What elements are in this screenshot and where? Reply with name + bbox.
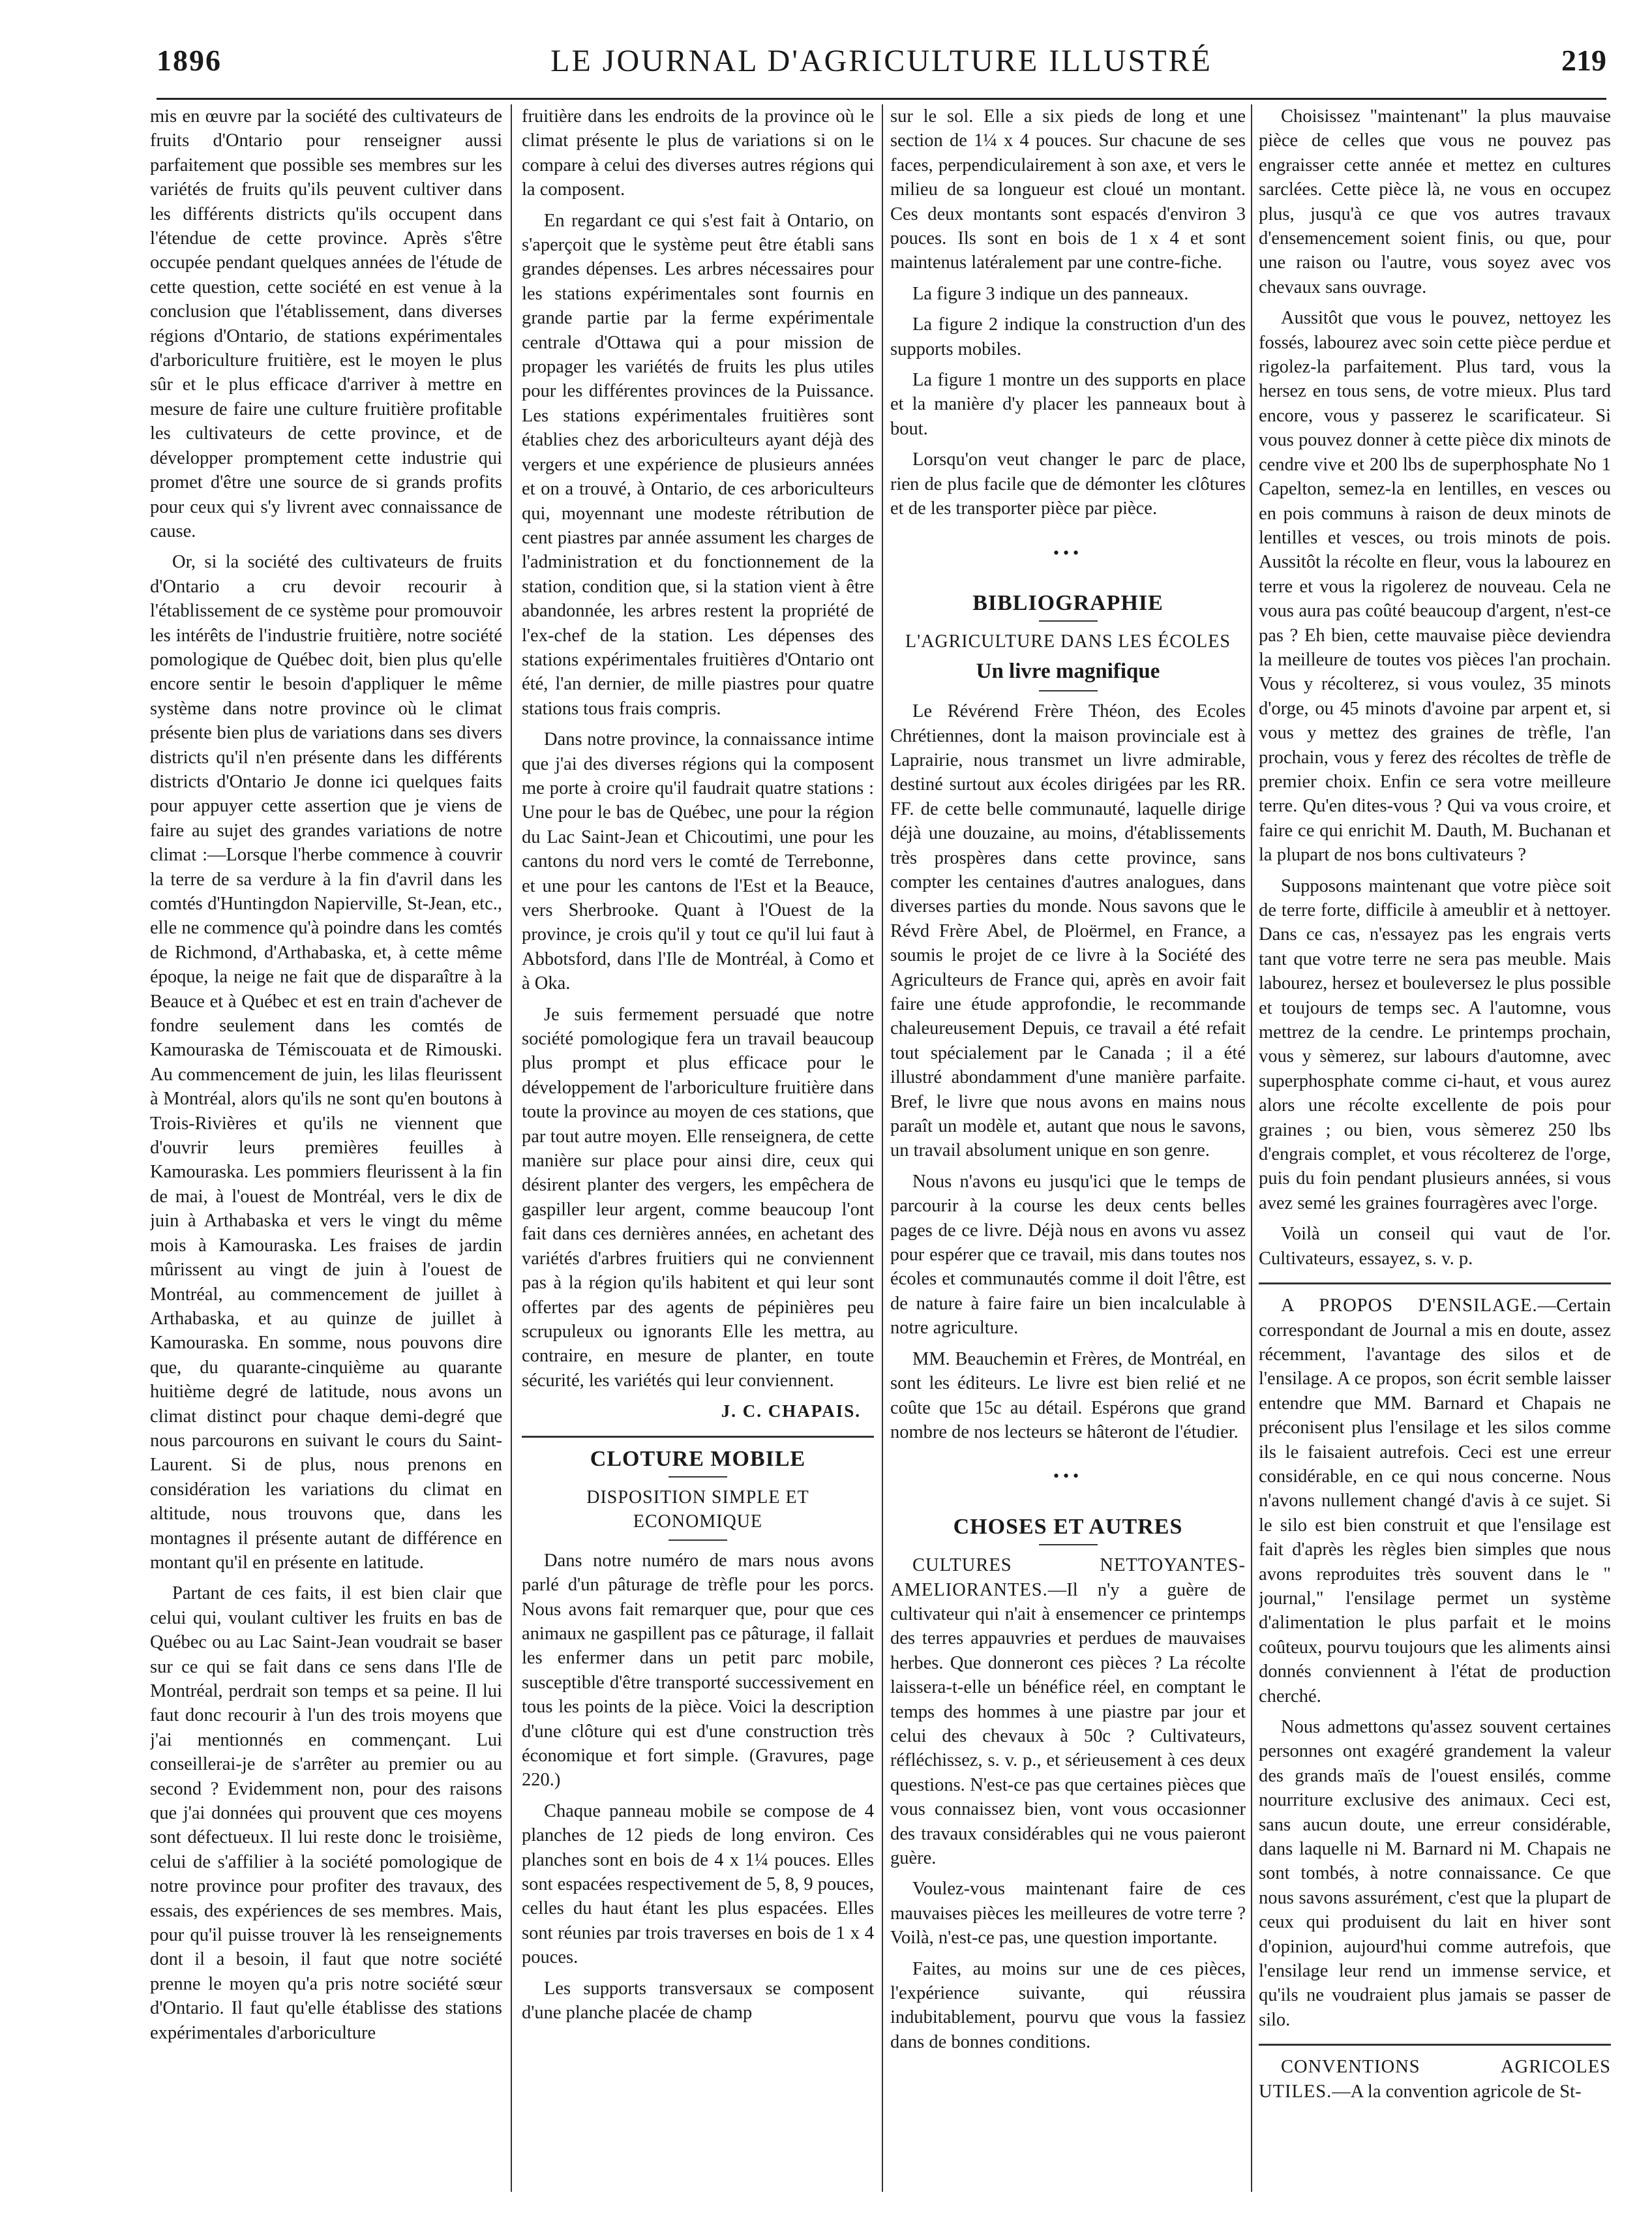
paragraph-text: —Certain correspondant de Journal a mis en doute, assez récemment, l'avantage des silos et de l'ensilage. A ce propos, son écrit semble laisser entendre que MM. Barnard et Chapais ne préconisent plus l'ensilage et les silos comme ils le faisaient autrefois. Ceci est une erreur considérable, en ce qui nous concerne. Nous n'avons nullement changé d'avis à ce sujet. Si le silo est bien construit et que l'ensilage est fait d'après les règles bien simples que nous avons reproduites très souvent dans le " journal," l'ensilage permet un système d'alimentation le plus parfait et le moins coûteux, pourvu toujours que les aliments ainsi donnés conviennent à l'état de production cherché.: [1259, 1296, 1611, 1706]
run-in-heading: CONVENTIONS AGRICOLES UTILES.: [1259, 2057, 1611, 2102]
paragraph: Dans notre province, la connaissance intime que j'ai des diverses régions qui la composent me porte à croire qu'il faudrait quatre stations : Une pour le bas de Québec, une pour la région du Lac Saint-Jean et Chicoutimi, une pour les cantons du nord vers le comté de Terrebonne, et une pour les cantons de l'Est et la Beauce, vers Sherbrooke. Quant à l'Ouest de la province, je crois qu'il y tout ce qu'il lui faut à Abbotsford, dans l'Ile de Montréal, à Como et à Oka.: [522, 729, 874, 994]
column-2: [522, 104, 874, 2185]
section-tagline: Un livre magnifique: [976, 659, 1160, 683]
paragraph: Choisissez "maintenant" la plus mauvaise pièce de celles que vous ne pouvez pas engraisser cette année et mettez en cultures sarclées. Cette pièce là, ne vous en occupez plus, jusqu'à ce que vos autres travaux d'ensemencement soient finis, ou que, pour une raison ou l'autre, vous soyez avec vos chevaux sans ouvrage.: [1259, 106, 1611, 297]
header-page-number: 219: [1561, 44, 1606, 77]
short-rule: [668, 1476, 727, 1478]
column-rule: [511, 104, 512, 2192]
paragraph: La figure 1 montre un des supports en place et la manière d'y placer les panneaux bout à bout.: [890, 370, 1246, 439]
paragraph: Lorsqu'on veut changer le parc de place, rien de plus facile que de démonter les clôtures et de les transporter pièce par pièce.: [890, 449, 1246, 519]
paragraph: [1259, 1294, 1611, 1708]
paragraph: Partant de ces faits, il est bien clair que celui qui, voulant cultiver les fruits en bas de Québec ou au Lac Saint-Jean voudrait se baser sur ce qui se fait dans ce sens dans l'Ile de Montréal, perdrait son temps et sa peine. Il lui faut donc recourir à l'un des trois moyens que j'ai mentionnés en commençant. Lui conseillerai-je de s'arrêter au premier ou au second ? Evidemment non, pour des raisons que j'ai données qui prouvent que ces moyens sont défectueux. Il lui reste donc le troisième, celui de s'affilier à la société pomologique de notre province pour profiter des travaux, des essais, des expériences de ses membres. Mais, pour qu'il puisse trouver là les renseignements dont il a besoin, il faut que notre société prenne le moyen qu'a pris notre société sœur d'Ontario. Il faut qu'elle établisse des stations expérimentales d'arboriculture: [150, 1583, 502, 2043]
section-title-cloture: CLOTURE MOBILE: [590, 1446, 806, 1471]
header-year: 1896: [157, 44, 222, 77]
short-rule: [668, 1539, 727, 1541]
paragraph: Or, si la société des cultivateurs de fruits d'Ontario a cru devoir recourir à l'établissement de ce système pour promouvoir les intérêts de l'industrie fruitière, notre société pomologique de Québec doit, bien plus qu'elle encore sentir le besoin d'appliquer le même système dans notre province où le climat présente bien plus de variations dans ses divers districts qu'il n'en présente dans les différents districts d'Ontario Je donne ici quelques faits pour appuyer cette assertion que je viens de faire au sujet des grandes variations de notre climat :—Lorsque l'herbe commence à couvrir la terre de sa verdure à la fin d'avril dans les comtés d'Huntingdon Napierville, St-Jean, etc., elle ne commence qu'à poindre dans les comtés de Richmond, d'Arthabaska, et, à cette même époque, la neige ne fait que de disparaître à la Beauce et à Québec et est en train d'achever de fondre seulement dans les comtés de Kamouraska de Témiscouata et de Rimouski. Au commencement de juin, les lilas fleurissent à Montréal, alors qu'ils ne sont qu'en boutons à Trois-Rivières et qu'ils ne viennent que d'ouvrir leurs premières feuilles à Kamouraska. Les pommiers fleurissent à la fin de mai, à l'ouest de Montréal, vers le dix de juin à Arthabaska et vers le vingt du même mois à Kamouraska. Les fraises de jardin mûrissent au vingt de juin à l'ouest de Montréal, au commencement de juillet à Arthabaska, et au quinze de juillet à Kamouraska. En somme, nous pouvons dire que, du quarante-cinquième au quarante huitième degré de latitude, nous avons un climat distinct pour chaque demi-degré que nous parcourons en suivant le cours du Saint-Laurent. Si de plus, nous prenons en considération les variations du climat en altitude, nous trouvons que, dans les montagnes il présente autant de différence en montant qu'il en présente en latitude.: [150, 552, 502, 1573]
paragraph: MM. Beauchemin et Frères, de Montréal, en sont les éditeurs. Le livre est bien relié et ne coûte que 15c au détail. Espérons que grand nombre de nos lecteurs se hâteront de l'étudier.: [890, 1348, 1246, 1442]
column-1: [150, 104, 502, 2185]
short-rule: [1039, 1544, 1098, 1545]
short-rule: [1039, 620, 1098, 622]
paragraph: [1259, 2055, 1611, 2104]
page-header: [157, 39, 1606, 100]
paragraph: fruitière dans les endroits de la province où le climat présente le plus de variations si on le compare à celui des diverses autres régions qui la composent.: [522, 106, 874, 200]
paragraph: La figure 3 indique un des panneaux.: [912, 283, 1189, 304]
header-title: LE JOURNAL D'AGRICULTURE ILLUSTRÉ: [550, 44, 1212, 78]
section-divider: [1259, 1282, 1611, 1284]
paragraph: La figure 2 indique la construction d'un des supports mobiles.: [890, 314, 1246, 359]
ornament-dots: •••: [1053, 1466, 1083, 1486]
ornament-dots: •••: [1053, 543, 1083, 562]
short-rule: [1039, 690, 1098, 691]
paragraph: Faites, au moins sur une de ces pièces, l'expérience suivante, qui réussira indubitablement, pourvu que vous la fassiez dans de bonnes conditions.: [890, 1958, 1246, 2052]
column-3: [890, 104, 1246, 2185]
column-4: [1259, 104, 1611, 2185]
paragraph: mis en œuvre par la société des cultivateurs de fruits d'Ontario pour renseigner aussi parfaitement que possible ses membres sur les variétés de fruits qu'ils peuvent cultiver dans les différents districts qu'ils occupent dans l'étendue de cette province. Après s'être occupée pendant quelques années de l'étude de cette question, cette société en est venue à la conclusion que l'établissement, dans diverses régions d'Ontario, de stations expérimentales d'arboriculture fruitière, est le moyen le plus sûr et le plus efficace d'arriver à mettre en mesure de faire une culture fruitière profitable les cultivateurs de cette province, et de développer promptement cette industrie qui promet d'être une source de si grands profits pour ceux qui s'y livrent avec connaissance de cause.: [150, 106, 502, 541]
section-divider: [522, 1436, 874, 1438]
paragraph: Supposons maintenant que votre pièce soit de terre forte, difficile à ameublir et à nettoyer. Dans ce cas, n'essayez pas les engrais verts tant que votre terre ne sera pas meuble. Mais labourez, hersez et bouleversez le plus possible et toujours de temps sec. A l'automne, vous mettrez de la cendre. Le printemps prochain, vous y sèmerez, sur labours d'automne, avec superphosphate comme ci-haut, et vous aurez alors une récolte excellente de pois pour graines ; ou bien, vous sèmerez 250 lbs d'engrais complet, et vous récolterez de l'orge, puis du foin pendant plusieurs années, si vous avez semé les graines fourragères avec l'orge.: [1259, 875, 1611, 1213]
paragraph: Voulez-vous maintenant faire de ces mauvaises pièces les meilleures de votre terre ? Voilà, n'est-ce pas, une question importante.: [890, 1879, 1246, 1948]
section-divider: [1259, 2044, 1611, 2046]
section-title-choses: CHOSES ET AUTRES: [953, 1514, 1183, 1539]
paragraph: Aussitôt que vous le pouvez, nettoyez les fossés, labourez avec soin cette pièce perdue et rigolez-la parfaitement. Plus tard, vous la hersez en tous sens, de votre mieux. Plus tard encore, vous y passerez le scarificateur. Si vous pouvez donner à cette pièce dix minots de cendre vive et 200 lbs de superphosphate No 1 Capelton, semez-la en lentilles, en vesces ou en pois communs à raison de deux minots de lentilles et vesces, ou trois minots de pois. Aussitôt la récolte en fleur, vous la labourez en terre et vous la rigolerez de nouveau. Cela ne vous aura pas coûté beaucoup d'argent, n'est-ce pas ? Eh bien, cette mauvaise pièce deviendra la meilleure de toutes vos pièces l'an prochain. Vous y récolterez, si vous voulez, 35 minots d'orge, ou 45 minots d'avoine par arpent et, si vous y mettez des graines de trèfle, l'an prochain, vous y ferez des récoltes de trèfle de premier choix. Enfin ce sera votre meilleure terre. Qu'en dites-vous ? Qui va vous croire, et faire ce qui enrichit M. Dauth, M. Buchanan et la plupart de nos bons cultivateurs ?: [1259, 308, 1611, 866]
paragraph: Je suis fermement persuadé que notre société pomologique fera un travail beaucoup plus prompt et plus efficace pour le développement de l'arboriculture fruitière dans toute la province au moyen de ces stations, que par tout autre moyen. Elle renseignera, de cette manière sur place pour ainsi dire, ceux qui désirent planter des vergers, les empêchera de gaspiller leur argent, comme beaucoup l'ont fait dans ces dernières années, en achetant des variétés d'arbres fruitiers qui ne conviennent pas à la région qu'ils habitent et qui leur sont offertes par des agents de pépinières peu scrupuleux ou ignorants Elle les mettra, au contraire, en mesure de planter, en toute sécurité, les variétés qui leur conviennent.: [522, 1004, 874, 1391]
paragraph: Le Révérend Frère Théon, des Ecoles Chrétiennes, dont la maison provinciale est à Laprairie, nous transmet un livre admirable, destiné surtout aux écoles dirigées par les RR. FF. de cette belle communauté, laquelle dirige déjà une douzaine, au moins, d'établissements très prospères dans cette province, sans compter les centaines d'autres analogues, dans diverses parties du monde. Nous savons que le Révd Frère Abel, de Ploërmel, en France, a soumis le projet de ce livre à la Société des Agriculteurs de France qui, après en avoir fait faire une étude approfondie, le recommande chaleureusement Depuis, ce travail a été refait tout spécialement par le Canada ; il a été illustré abondamment d'une manière parfaite. Bref, le livre que nous avons en mains nous paraît un modèle et, autant que nous le savons, un travail absolument unique en son genre.: [890, 701, 1246, 1161]
paragraph: Nous n'avons eu jusqu'ici que le temps de parcourir à la course les deux cents belles pages de ce livre. Déjà nous en avons vu assez pour espérer que ce travail, mis dans toutes nos écoles et communautés comme il doit l'être, est de nature à faire faire un bien incalculable à notre agriculture.: [890, 1171, 1246, 1339]
paragraph-text: —Il n'y a guère de cultivateur qui n'ait à ensemencer ce printemps des terres appauvries et perdues de mauvaises herbes. Que donneront ces pièces ? La récolte laissera-t-elle un bénéfice réel, en comptant le temps des hommes à une piastre par jour et celui des chevaux à 50c ? Cultivateurs, réfléchissez, s. v. p., et sérieusement à ces deux questions. N'est-ce pas que certaines pièces que vous connaissez bien, vont vous occasionner des travaux considérables qui ne vous paieront guère.: [890, 1579, 1246, 1868]
run-in-heading: CULTURES NETTOYANTES-AMELIORANTES.: [890, 1555, 1246, 1600]
paragraph: En regardant ce qui s'est fait à Ontario, on s'aperçoit que le système peut être établi sans grandes dépenses. Les arbres nécessaires pour les stations expérimentales sont fournis en grande partie par la ferme expérimentale centrale d'Ottawa qui a pour mission de propager les variétés de fruits les plus utiles pour les différentes provinces de la Puissance. Les stations expérimentales fruitières sont établies chez des arboriculteurs ayant déjà des vergers et une expérience de plusieurs années et on a trouvé, à Ontario, de ces arboriculteurs qui, moyennant une modeste rétribution de cent piastres par année assument les charges de l'administration et du fonctionnement de la station, condition que, si la station vient à être abandonnée, les arbres restent la propriété de l'ex-chef de la station. Les dépenses des stations expérimentales fruitières d'Ontario ont été, l'an dernier, de mille piastres pour quatre stations tous frais compris.: [522, 210, 874, 719]
column-rule: [1251, 104, 1252, 2192]
run-in-heading: A PROPOS D'ENSILAGE.: [1281, 1296, 1538, 1316]
paragraph: Chaque panneau mobile se compose de 4 planches de 12 pieds de long environ. Ces planches sont en bois de 4 x 1¼ pouces. Elles sont espacées respectivement de 5, 8, 9 pouces, celles du haut étant les plus espacées. Elles sont réunies par trois traverses en bois de 1 x 4 pouces.: [522, 1800, 874, 1968]
column-rule: [882, 104, 883, 2192]
paragraph: Dans notre numéro de mars nous avons parlé d'un pâturage de trèfle pour les porcs. Nous avons fait remarquer que, pour que ces animaux ne gaspillent pas ce pâturage, il fallait les enfermer dans un petit parc mobile, susceptible d'être transporté successivement en tous les points de la pièce. Voici la description d'une clôture qui est d'une construction très économique et fort simple. (Gravures, page 220.): [522, 1550, 874, 1791]
section-subtitle: DISPOSITION SIMPLE ET ECONOMIQUE: [586, 1487, 809, 1532]
paragraph: [890, 1553, 1246, 1870]
paragraph: Voilà un conseil qui vaut de l'or. Cultivateurs, essayez, s. v. p.: [1259, 1224, 1611, 1269]
section-subtitle: L'AGRICULTURE DANS LES ÉCOLES: [905, 631, 1231, 652]
paragraph: Nous admettons qu'assez souvent certaines personnes ont exagéré grandement la valeur des grands maïs de l'ouest ensilés, comme nourriture exclusive des animaux. Ceci est, sans aucun doute, une erreur considérable, dans laquelle ni M. Barnard ni M. Chapais ne sont tombés, à notre connaissance. Ce que nous savons assurément, c'est que la plupart de ceux qui produisent du lait en hiver sont d'opinion, aujourd'hui comme autrefois, que l'ensilage leur rend un immense service, et qu'ils ne voudraient plus jamais se passer de silo.: [1259, 1717, 1611, 2030]
paragraph-text: —A la convention agricole de St-: [1332, 2081, 1582, 2102]
section-title-bibliographie: BIBLIOGRAPHIE: [972, 590, 1164, 615]
paragraph: sur le sol. Elle a six pieds de long et une section de 1¼ x 4 pouces. Sur chacune de ses faces, perpendiculairement à son axe, et vers le milieu de sa longueur est cloué un montant. Ces deux montants sont espacés d'environ 3 pouces. Ils sont en bois de 1 x 4 et sont maintenus latéralement par une contre-fiche.: [890, 106, 1246, 273]
author-signature: J. C. CHAPAIS.: [721, 1401, 861, 1421]
paragraph: Les supports transversaux se composent d'une planche placée de champ: [522, 1978, 874, 2024]
